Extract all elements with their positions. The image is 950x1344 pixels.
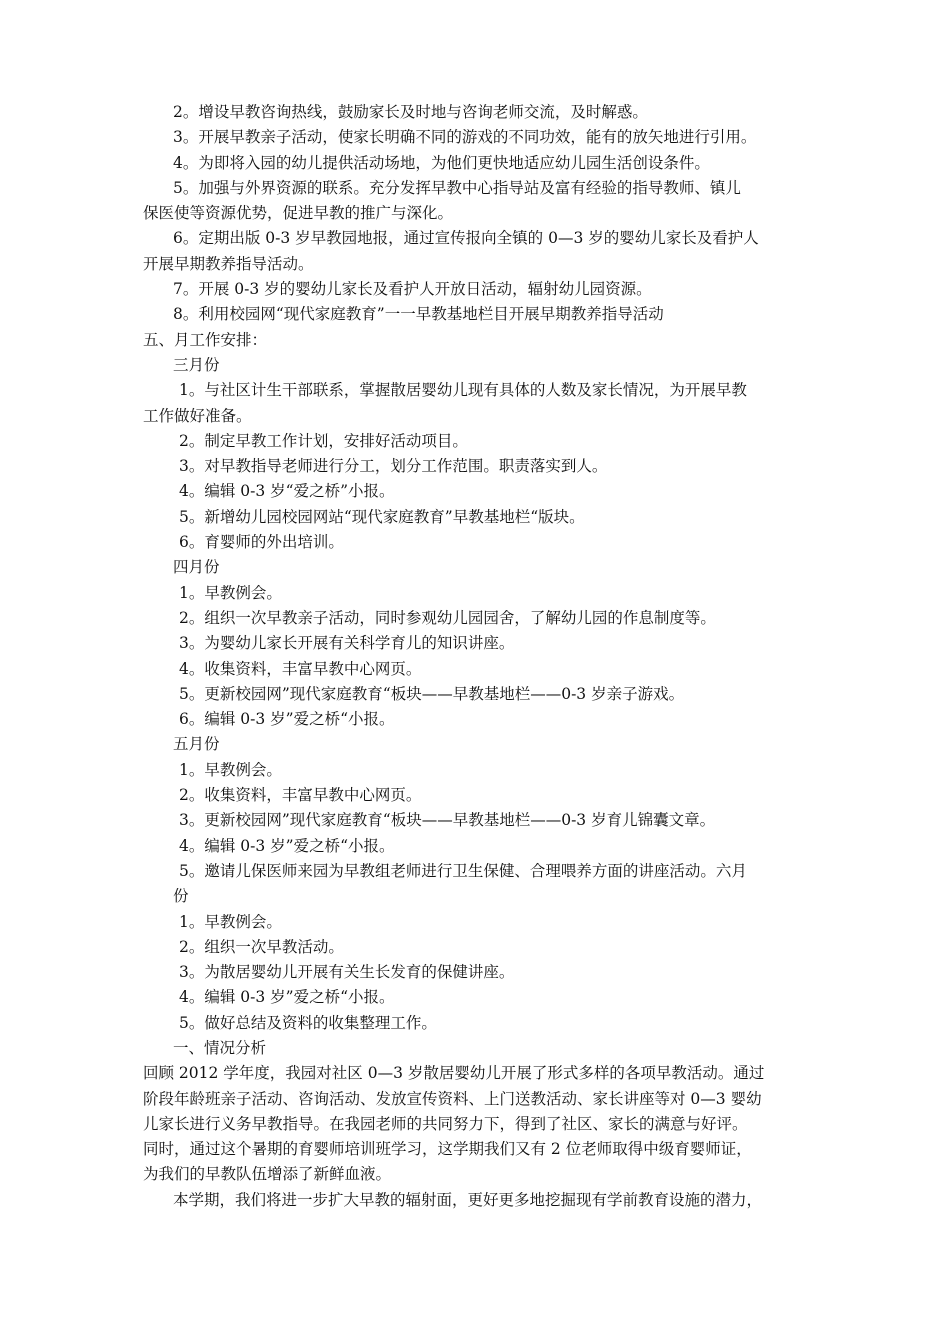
text-line: 工作做好准备。 bbox=[143, 406, 252, 425]
text-line: 6。编辑 0-3 岁”爱之桥“小报。 bbox=[179, 710, 395, 729]
text-line: 保医使等资源优势，促进早教的推广与深化。 bbox=[143, 204, 454, 223]
text-line: 4。收集资料，丰富早教中心网页。 bbox=[179, 659, 422, 678]
text-line: 同时，通过这个暑期的育婴师培训班学习，这学期我们又有 2 位老师取得中级育婴师证， bbox=[143, 1140, 752, 1159]
text-line: 3。对早教指导老师进行分工，划分工作范围。职责落实到人。 bbox=[179, 457, 608, 476]
text-line: 一、情况分析 bbox=[173, 1038, 267, 1057]
text-line: 为我们的早教队伍增添了新鲜血液。 bbox=[143, 1165, 392, 1184]
text-line: 7。开展 0-3 岁的婴幼儿家长及看护人开放日活动，辐射幼儿园资源。 bbox=[173, 280, 652, 299]
text-line: 4。编辑 0-3 岁”爱之桥“小报。 bbox=[179, 836, 395, 855]
text-line: 5。做好总结及资料的收集整理工作。 bbox=[179, 1013, 437, 1032]
text-line: 开展早期教养指导活动。 bbox=[143, 254, 314, 273]
text-line: 2。组织一次早教亲子活动，同时参观幼儿园园舍，了解幼儿园的作息制度等。 bbox=[179, 608, 716, 627]
text-line: 份 bbox=[173, 887, 189, 906]
text-line: 儿家长进行义务早教指导。在我园老师的共同努力下，得到了社区、家长的满意与好评。 bbox=[143, 1114, 748, 1133]
text-line: 4。编辑 0-3 岁“爱之桥”小报。 bbox=[179, 482, 395, 501]
text-line: 2。收集资料，丰富早教中心网页。 bbox=[179, 786, 422, 805]
text-line: 8。利用校园网“现代家庭教育”一一早教基地栏目开展早期教养指导活动 bbox=[173, 305, 664, 324]
text-line: 2。组织一次早教活动。 bbox=[179, 937, 344, 956]
text-line: 1。早教例会。 bbox=[179, 912, 282, 931]
text-line: 2。增设早教咨询热线，鼓励家长及时地与咨询老师交流，及时解惑。 bbox=[173, 103, 648, 121]
text-line: 三月份 bbox=[173, 355, 220, 374]
document-body bbox=[143, 100, 811, 1213]
text-line: 5。加强与外界资源的联系。充分发挥早教中心指导站及富有经验的指导教师、镇儿 bbox=[173, 178, 741, 197]
text-line: 四月份 bbox=[173, 558, 220, 577]
text-line: 5。更新校园网”现代家庭教育“板块——早教基地栏——0-3 岁亲子游戏。 bbox=[179, 684, 685, 703]
text-line: 阶段年龄班亲子活动、咨询活动、发放宣传资料、上门送教活动、家长讲座等对 0—3 婴幼 bbox=[143, 1089, 762, 1108]
text-line: 6。育婴师的外出培训。 bbox=[179, 533, 344, 552]
text-line: 5。邀请儿保医师来园为早教组老师进行卫生保健、合理喂养方面的讲座活动。六月 bbox=[179, 861, 747, 880]
text-line: 3。更新校园网”现代家庭教育“板块——早教基地栏——0-3 岁育儿锦囊文章。 bbox=[179, 811, 716, 830]
text-line: 本学期，我们将进一步扩大早教的辐射面，更好更多地挖掘现有学前教育设施的潜力， bbox=[173, 1190, 763, 1209]
text-line: 回顾 2012 学年度，我园对社区 0—3 岁散居婴幼儿开展了形式多样的各项早教活动。通过 bbox=[143, 1064, 765, 1083]
text-line: 1。与社区计生干部联系，掌握散居婴幼儿现有具体的人数及家长情况，为开展早教 bbox=[179, 381, 747, 400]
text-line: 3。为婴幼儿家长开展有关科学育儿的知识讲座。 bbox=[179, 634, 515, 653]
text-line: 五、月工作安排： bbox=[143, 330, 268, 349]
text-line: 6。定期出版 0-3 岁早教园地报，通过宣传报向全镇的 0—3 岁的婴幼儿家长及看护人 bbox=[173, 229, 759, 248]
text-line: 1。早教例会。 bbox=[179, 583, 282, 602]
text-line: 4。编辑 0-3 岁”爱之桥“小报。 bbox=[179, 988, 395, 1007]
text-line: 五月份 bbox=[173, 735, 220, 754]
text-line: 1。早教例会。 bbox=[179, 760, 282, 779]
text-line: 2。制定早教工作计划，安排好活动项目。 bbox=[179, 431, 468, 450]
text-line: 3。为散居婴幼儿开展有关生长发育的保健讲座。 bbox=[179, 963, 515, 982]
text-line: 4。为即将入园的幼儿提供活动场地，为他们更快地适应幼儿园生活创设条件。 bbox=[173, 153, 710, 172]
text-line: 3。开展早教亲子活动，使家长明确不同的游戏的不同功效，能有的放矢地进行引用。 bbox=[173, 128, 757, 147]
text-line: 5。新增幼儿园校园网站“现代家庭教育”早教基地栏“版块。 bbox=[179, 507, 585, 526]
